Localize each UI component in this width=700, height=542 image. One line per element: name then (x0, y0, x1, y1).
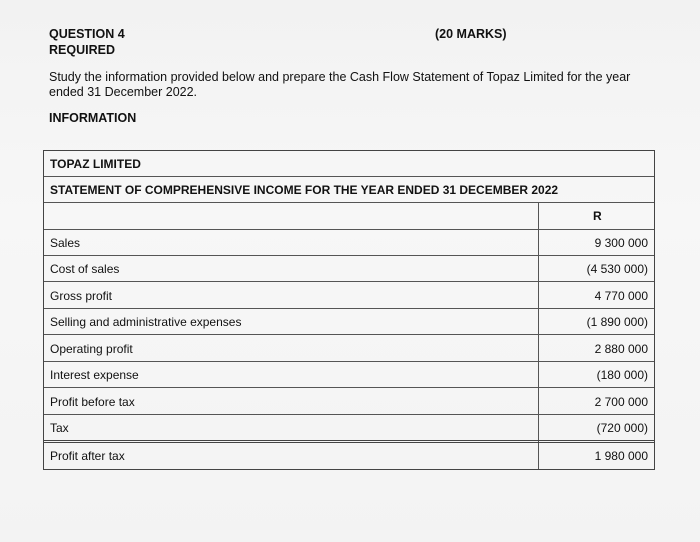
company-name: TOPAZ LIMITED (50, 157, 141, 171)
table-divider (44, 334, 654, 335)
row-amount: 4 770 000 (594, 289, 648, 303)
required-heading: REQUIRED (49, 43, 115, 57)
row-amount: 2 880 000 (594, 342, 648, 356)
table-divider (44, 281, 654, 282)
question-title: QUESTION 4 (49, 27, 125, 41)
table-divider (44, 414, 654, 415)
row-amount: 2 700 000 (594, 395, 648, 409)
currency-header: R (593, 209, 602, 223)
row-amount: (4 530 000) (586, 262, 648, 276)
row-label: Interest expense (50, 368, 139, 382)
income-statement-table (43, 150, 655, 470)
instruction-text: Study the information provided below and prepare the Cash Flow Statement of Topaz Limited for the year ended 31 December 2022. (49, 70, 631, 99)
row-label: Sales (50, 236, 81, 250)
row-label: Operating profit (50, 342, 133, 356)
table-divider-double (44, 440, 654, 443)
row-label: Selling and administrative expenses (50, 315, 242, 329)
row-amount: (1 890 000) (586, 315, 648, 329)
information-heading: INFORMATION (49, 111, 137, 125)
row-amount: 9 300 000 (594, 236, 648, 250)
amount-column-divider (538, 203, 539, 469)
row-label: Tax (50, 421, 69, 435)
table-divider (44, 387, 654, 388)
table-divider (44, 202, 654, 203)
row-label: Profit after tax (50, 449, 125, 463)
table-divider (44, 176, 654, 177)
row-label: Profit before tax (50, 395, 135, 409)
table-divider (44, 308, 654, 309)
statement-title: STATEMENT OF COMPREHENSIVE INCOME FOR THE YEAR ENDED 31 DECEMBER 2022 (50, 183, 559, 197)
table-divider (44, 361, 654, 362)
table-divider (44, 229, 654, 230)
row-label: Cost of sales (50, 262, 120, 276)
row-amount: (180 000) (596, 368, 648, 382)
row-label: Gross profit (50, 289, 113, 303)
table-divider (44, 255, 654, 256)
row-amount: (720 000) (596, 421, 648, 435)
question-marks: (20 MARKS) (435, 27, 507, 41)
row-amount: 1 980 000 (594, 449, 648, 463)
